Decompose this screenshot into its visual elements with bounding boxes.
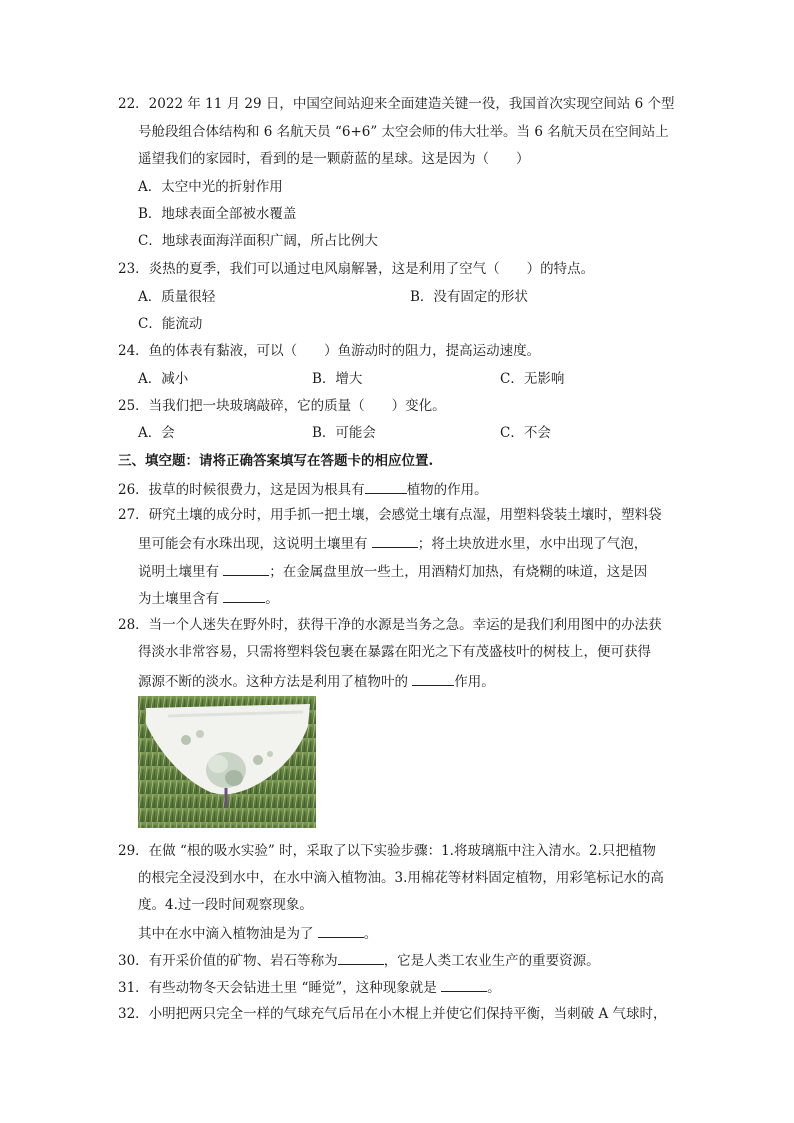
q27-line1: 27．研究土壤的成分时，用手抓一把土壤，会感觉土壤有点湿，用塑料袋装土壤时，塑料袋 [118, 507, 662, 523]
q28-line3 [138, 671, 495, 691]
q23-option-c: C．能流动 [138, 316, 203, 332]
q24-option-a: A．减小 [138, 371, 189, 387]
q22-line2: 号舱段组合体结构和 6 名航天员 “6+6” 太空会师的伟大壮举。当 6 名航天员在空间站上 [138, 124, 669, 140]
q30-text-b: ，它是人类工农业生产的重要资源。 [383, 953, 600, 969]
q22-line1: 22．2022 年 11 月 29 日，中国空间站迎来全面建造关键一役，我国首次实现空间站 6 个型 [118, 96, 675, 112]
q28-text-3a: 源源不断的淡水。这种方法是利用了植物叶的 [138, 674, 413, 690]
q24-option-c: C．无影响 [500, 371, 565, 387]
q26-line [118, 479, 488, 499]
q31-text-b: 。 [487, 980, 501, 996]
q27-line3 [138, 561, 647, 581]
q23-line1: 23．炎热的夏季，我们可以通过电风扇解暑，这是利用了空气（ ）的特点。 [118, 261, 595, 277]
q30-line [118, 950, 600, 970]
q24-option-b: B．增大 [312, 371, 363, 387]
q25-option-b: B．可能会 [312, 425, 376, 441]
q22-option-b: B．地球表面全部被水覆盖 [138, 206, 297, 222]
q27-answer-blank-1[interactable] [372, 533, 418, 548]
q22-line3: 遥望我们的家园时，看到的是一颗蔚蓝的星球。这是因为（ ） [138, 151, 530, 167]
q29-line1: 29．在做 “根的吸水实验” 时，采取了以下实验步骤：1.将玻璃瓶中注入清水。2.只把植物 [118, 843, 656, 859]
q29-answer-blank[interactable] [318, 923, 364, 938]
q31-answer-blank[interactable] [441, 977, 487, 992]
q25-line1: 25．当我们把一块玻璃敲碎，它的质量（ ）变化。 [118, 398, 446, 414]
q23-option-a: A．质量很轻 [138, 289, 216, 305]
q31-text-a: 31．有些动物冬天会钻进土里 “睡觉”，这种现象就是 [118, 980, 442, 996]
q27-answer-blank-3[interactable] [223, 588, 265, 603]
q31-line [118, 977, 501, 997]
q27-text-3b: ；在金属盘里放一些土，用酒精灯加热，有烧糊的味道，这是因 [269, 564, 648, 580]
q27-answer-blank-2[interactable] [223, 561, 269, 576]
q26-text-b: 植物的作用。 [406, 482, 488, 498]
q25-option-a: A．会 [138, 425, 175, 441]
q27-text-3a: 说明土壤里有 [138, 564, 224, 580]
q27-line2 [138, 533, 647, 553]
q26-text-a: 26．拔草的时候很费力，这是因为根具有 [118, 482, 365, 498]
q23-option-b: B．没有固定的形状 [410, 289, 528, 305]
q27-text-2b: ；将土块放进水里，水中出现了气泡， [417, 536, 648, 552]
q30-text-a: 30．有开采价值的矿物、岩石等称为 [118, 953, 338, 969]
q29-line3: 度。4.过一段时间观察现象。 [138, 897, 313, 913]
q28-line2: 得淡水非常容易，只需将塑料袋包裹在暴露在阳光之下有茂盛枝叶的树枝上，便可获得 [138, 644, 651, 660]
plastic-bag-on-foliage-image [138, 696, 316, 828]
q29-line4 [138, 923, 377, 943]
q29-text-4a: 其中在水中滴入植物油是为了 [138, 926, 318, 942]
q28-line1: 28．当一个人迷失在野外时，获得干净的水源是当务之急。幸运的是我们利用图中的办法获 [118, 617, 662, 633]
q27-text-4a: 为土壤里含有 [138, 591, 224, 607]
q28-text-3b: 作用。 [454, 674, 495, 690]
q27-text-4b: 。 [265, 591, 279, 607]
q22-option-c: C．地球表面海洋面积广阔，所占比例大 [138, 233, 378, 249]
q32-line1: 32．小明把两只完全一样的气球充气后吊在小木棍上并使它们保持平衡，当刺破 A 气球时， [118, 1006, 667, 1022]
q26-answer-blank[interactable] [365, 479, 407, 494]
q24-line1: 24．鱼的体表有黏液，可以（ ）鱼游动时的阻力，提高运动速度。 [118, 343, 541, 359]
q29-text-4b: 。 [363, 926, 378, 942]
q25-option-c: C．不会 [500, 425, 551, 441]
q28-answer-blank[interactable] [412, 671, 454, 686]
q22-option-a: A．太空中光的折射作用 [138, 179, 283, 195]
q27-text-2a: 里可能会有水珠出现，这说明土壤里有 [138, 536, 372, 552]
q30-answer-blank[interactable] [338, 950, 384, 965]
q27-line4 [138, 588, 279, 608]
section-heading: 三、填空题：请将正确答案填写在答题卡的相应位置. [118, 453, 434, 469]
q29-line2: 的根完全浸没到水中，在水中滴入植物油。3.用棉花等材料固定植物，用彩笔标记水的高 [138, 870, 664, 886]
